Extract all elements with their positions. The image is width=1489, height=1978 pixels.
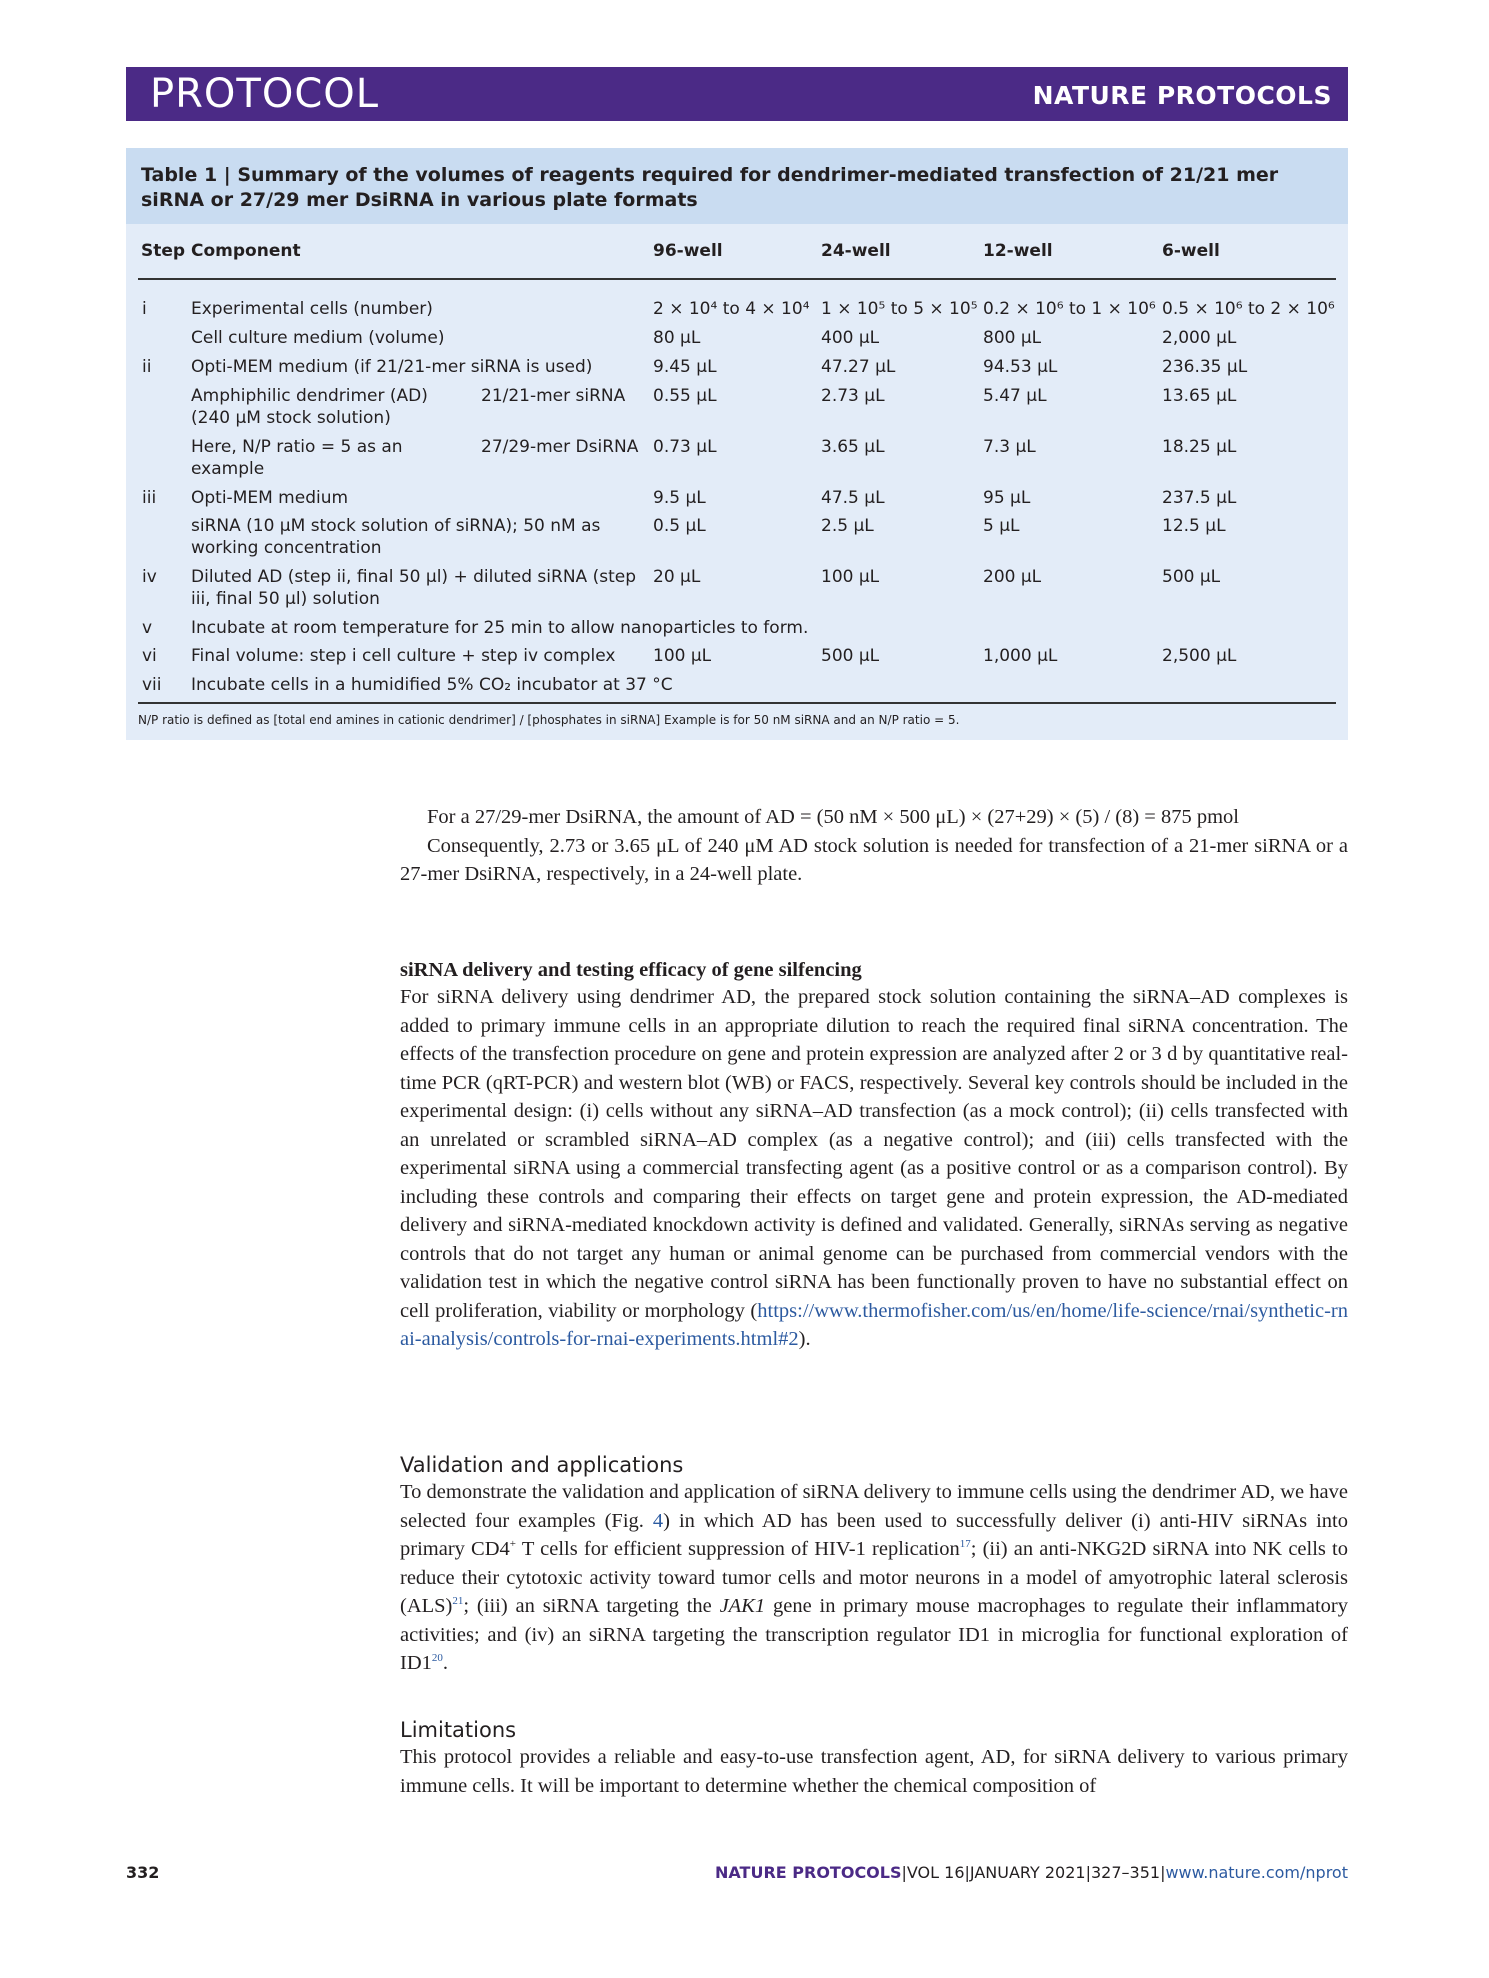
table-row-component: Opti-MEM medium (if 21/21-mer siRNA is used) [191, 357, 593, 377]
table-cell-96: 20 μL [653, 567, 701, 587]
page-number: 332 [126, 1863, 160, 1882]
table-row-component: Incubate cells in a humidified 5% CO₂ incubator at 37 °C [191, 675, 673, 695]
table-1 [126, 148, 1348, 740]
table-cell-24: 2.73 μL [821, 386, 885, 406]
section-validation [400, 1478, 1348, 1678]
footer-url-link[interactable]: www.nature.com/nprot [1165, 1863, 1348, 1882]
table-cell-6: 12.5 μL [1162, 516, 1226, 536]
table-row-step: vi [142, 646, 157, 666]
paragraph-end: ). [798, 1328, 811, 1350]
text-span: ) in which AD has been used to successfully deliver (i) anti-HIV siRNAs into primary CD4 [400, 1509, 1348, 1560]
table-row-step: ii [142, 357, 152, 377]
section-label: PROTOCOL [150, 71, 380, 117]
running-footer [715, 1863, 1348, 1882]
table-cell-6: 236.35 μL [1162, 357, 1248, 377]
paragraph-limitations: This protocol provides a reliable and easy-to-use transfection agent, AD, for siRNA delivery to various primary immune cells. It will be important to determine whether the chemical composition of [400, 1746, 1348, 1797]
text-span: To demonstrate the validation and application of siRNA delivery to immune cells using the dendrimer AD, we have selected four examples (Fig. [400, 1481, 1348, 1532]
table-row-component: Cell culture medium (volume) [191, 328, 445, 348]
table-cell-24: 1 × 10⁵ to 5 × 10⁵ [821, 299, 978, 319]
table-cell-12: 94.53 μL [983, 357, 1058, 377]
footer-separator: | [1160, 1863, 1166, 1882]
table-cell-96: 9.5 μL [653, 488, 706, 508]
table-row-step: iii [142, 488, 157, 508]
paragraph-consequently: Consequently, 2.73 or 3.65 μL of 240 μM AD stock solution is needed for transfection of a 21-mer siRNA or a 27-mer DsiRNA, respectively, in a 24-well plate. [400, 834, 1348, 885]
table-cell-96: 0.55 μL [653, 386, 717, 406]
table-row-subcomponent: 21/21-mer siRNA [481, 386, 626, 406]
text-span: T cells for efficient suppression of HIV-1 replication [516, 1538, 960, 1560]
table-row-step: iv [142, 567, 157, 587]
table-row-step: v [142, 618, 153, 638]
footer-pages: 327–351 [1090, 1863, 1161, 1882]
paragraph-calculation: For a 27/29-mer DsiRNA, the amount of AD = (50 nM × 500 μL) × (27+29) × (5) / (8) = 875 pmol [427, 806, 1240, 828]
table-cell-12: 7.3 μL [983, 437, 1036, 457]
header-banner [126, 67, 1348, 121]
footer-separator: | [901, 1863, 907, 1882]
text-span: ; (ii) an anti-NKG2D siRNA into NK cells to reduce their cytotoxic activity toward tumor cells and motor neurons in a model of amyotrophic lateral sclerosis (ALS) [400, 1538, 1349, 1617]
table-cell-6: 2,500 μL [1162, 646, 1237, 666]
heading-validation: Validation and applications [400, 1453, 684, 1477]
table-caption: Table 1 | Summary of the volumes of reagents required for dendrimer-mediated transfection of 21/21 mer siRNA or 27/29 mer DsiRNA in various plate formats [141, 164, 1279, 211]
col-header-96-well: 96-well [653, 241, 723, 261]
table-row-component: siRNA (10 μM stock solution of siRNA); 50 nM as working concentration [191, 516, 601, 558]
table-row-component: Opti-MEM medium [191, 488, 349, 508]
col-header-step: Step [141, 241, 186, 261]
paragraph-sirna-delivery [400, 983, 1348, 1354]
col-header-6-well: 6-well [1162, 241, 1220, 261]
heading-limitations: Limitations [400, 1718, 517, 1742]
text-span: . [442, 1652, 449, 1674]
footer-date: JANUARY 2021 [969, 1863, 1086, 1882]
table-cell-96: 0.73 μL [653, 437, 717, 457]
table-cell-24: 2.5 μL [821, 516, 874, 536]
table-row-component: Here, N/P ratio = 5 as an example [191, 437, 403, 479]
table-cell-6: 0.5 × 10⁶ to 2 × 10⁶ [1162, 299, 1335, 319]
table-cell-24: 47.5 μL [821, 488, 885, 508]
table-cell-12: 0.2 × 10⁶ to 1 × 10⁶ [983, 299, 1156, 319]
body-top [400, 803, 1348, 889]
table-cell-12: 95 μL [983, 488, 1031, 508]
table-row-component: Incubate at room temperature for 25 min to allow nanoparticles to form. [191, 618, 809, 638]
controls-link[interactable]: https://www.thermofisher.com/us/en/home/life-science/rnai/synthetic-rnai-analysis/controls-for-rnai-experiments.html#2 [400, 1299, 1348, 1350]
table-row-component: Amphiphilic dendrimer (AD) (240 μM stock solution) [191, 386, 428, 428]
table-cell-96: 0.5 μL [653, 516, 706, 536]
superscript-plus: + [509, 1538, 517, 1551]
text-span: ; (iii) an siRNA targeting the [463, 1595, 720, 1617]
gene-name: JAK1 [719, 1595, 766, 1617]
table-cell-12: 5 μL [983, 516, 1020, 536]
table-cell-6: 18.25 μL [1162, 437, 1237, 457]
table-cell-6: 500 μL [1162, 567, 1221, 587]
table-row-step: i [142, 299, 147, 319]
table-cell-12: 800 μL [983, 328, 1042, 348]
journal-name: NATURE PROTOCOLS [1032, 81, 1332, 110]
paragraph-validation [400, 1478, 1348, 1678]
table-row-component: Diluted AD (step ii, final 50 μl) + diluted siRNA (step iii, final 50 μl) solution [191, 567, 636, 609]
table-cell-12: 1,000 μL [983, 646, 1058, 666]
table-row-subcomponent: 27/29-mer DsiRNA [481, 437, 639, 457]
table-cell-96: 2 × 10⁴ to 4 × 10⁴ [653, 299, 810, 319]
table-cell-6: 13.65 μL [1162, 386, 1237, 406]
table-cell-12: 5.47 μL [983, 386, 1047, 406]
heading-sirna-delivery: siRNA delivery and testing efficacy of gene silfencing [400, 959, 862, 981]
header-rule [138, 278, 1336, 280]
table-row-step: vii [142, 675, 162, 695]
table-cell-24: 47.27 μL [821, 357, 896, 377]
footer-separator: | [1085, 1863, 1091, 1882]
table-caption-box [126, 148, 1348, 224]
table-cell-6: 2,000 μL [1162, 328, 1237, 348]
text-span: gene in primary mouse macrophages to regulate their inflammatory activities; and (iv) an siRNA targeting the transcription regulator ID1 in microglia for functional exploration of ID1 [400, 1595, 1348, 1674]
figure-4-link[interactable]: 4 [652, 1509, 664, 1532]
table-cell-24: 3.65 μL [821, 437, 885, 457]
table-cell-96: 9.45 μL [653, 357, 717, 377]
table-row-component: Experimental cells (number) [191, 299, 433, 319]
table-footnote: N/P ratio is defined as [total end amines in cationic dendrimer] / [phosphates in siRNA] Example is for 50 nM siRNA and an N/P ratio = 5. [138, 713, 960, 727]
reference-17-link[interactable]: 17 [959, 1538, 971, 1551]
footer-separator: | [964, 1863, 970, 1882]
table-cell-12: 200 μL [983, 567, 1042, 587]
paragraph-text: For siRNA delivery using dendrimer AD, the prepared stock solution containing the siRNA–AD complexes is added to primary immune cells in an appropriate dilution to reach the required final siRNA concentration. The effects of the transfection procedure on gene and protein expression are analyzed after 2 or 3 d by quantitative real-time PCR (qRT-PCR) and western blot (WB) or FACS, respectively. Several key controls should be included in the experimental design: (i) cells without any siRNA–AD transfection (as a mock control); (ii) cells transfected with an unrelated or scrambled siRNA–AD complex (as a negative control); and (iii) cells transfected with the experimental siRNA using a commercial transfecting agent (as a positive control or as a comparison control). By including these controls and comparing their effects on target gene and protein expression, the AD-mediated delivery and siRNA-mediated knockdown activity is defined and validated. Generally, siRNAs serving as negative controls that do not target any human or animal genome can be purchased from commercial vendors with the validation test in which the negative control siRNA has been functionally proven to have no substantial effect on cell proliferation, viability or morphology ( [400, 986, 1348, 1322]
table-cell-96: 80 μL [653, 328, 701, 348]
section-limitations [400, 1743, 1348, 1800]
col-header-24-well: 24-well [821, 241, 891, 261]
reference-20-link[interactable]: 20 [431, 1652, 443, 1665]
table-bottom-rule [138, 702, 1336, 704]
col-header-12-well: 12-well [983, 241, 1053, 261]
table-cell-24: 500 μL [821, 646, 880, 666]
footer-volume: VOL 16 [906, 1863, 965, 1882]
table-cell-24: 100 μL [821, 567, 880, 587]
table-cell-6: 237.5 μL [1162, 488, 1237, 508]
table-row-component: Final volume: step i cell culture + step iv complex [191, 646, 616, 666]
section-sirna-delivery [400, 983, 1348, 1354]
reference-21-link[interactable]: 21 [452, 1595, 464, 1608]
table-cell-24: 400 μL [821, 328, 880, 348]
col-header-component: Component [191, 241, 301, 261]
footer-journal: NATURE PROTOCOLS [715, 1863, 902, 1882]
table-cell-96: 100 μL [653, 646, 712, 666]
